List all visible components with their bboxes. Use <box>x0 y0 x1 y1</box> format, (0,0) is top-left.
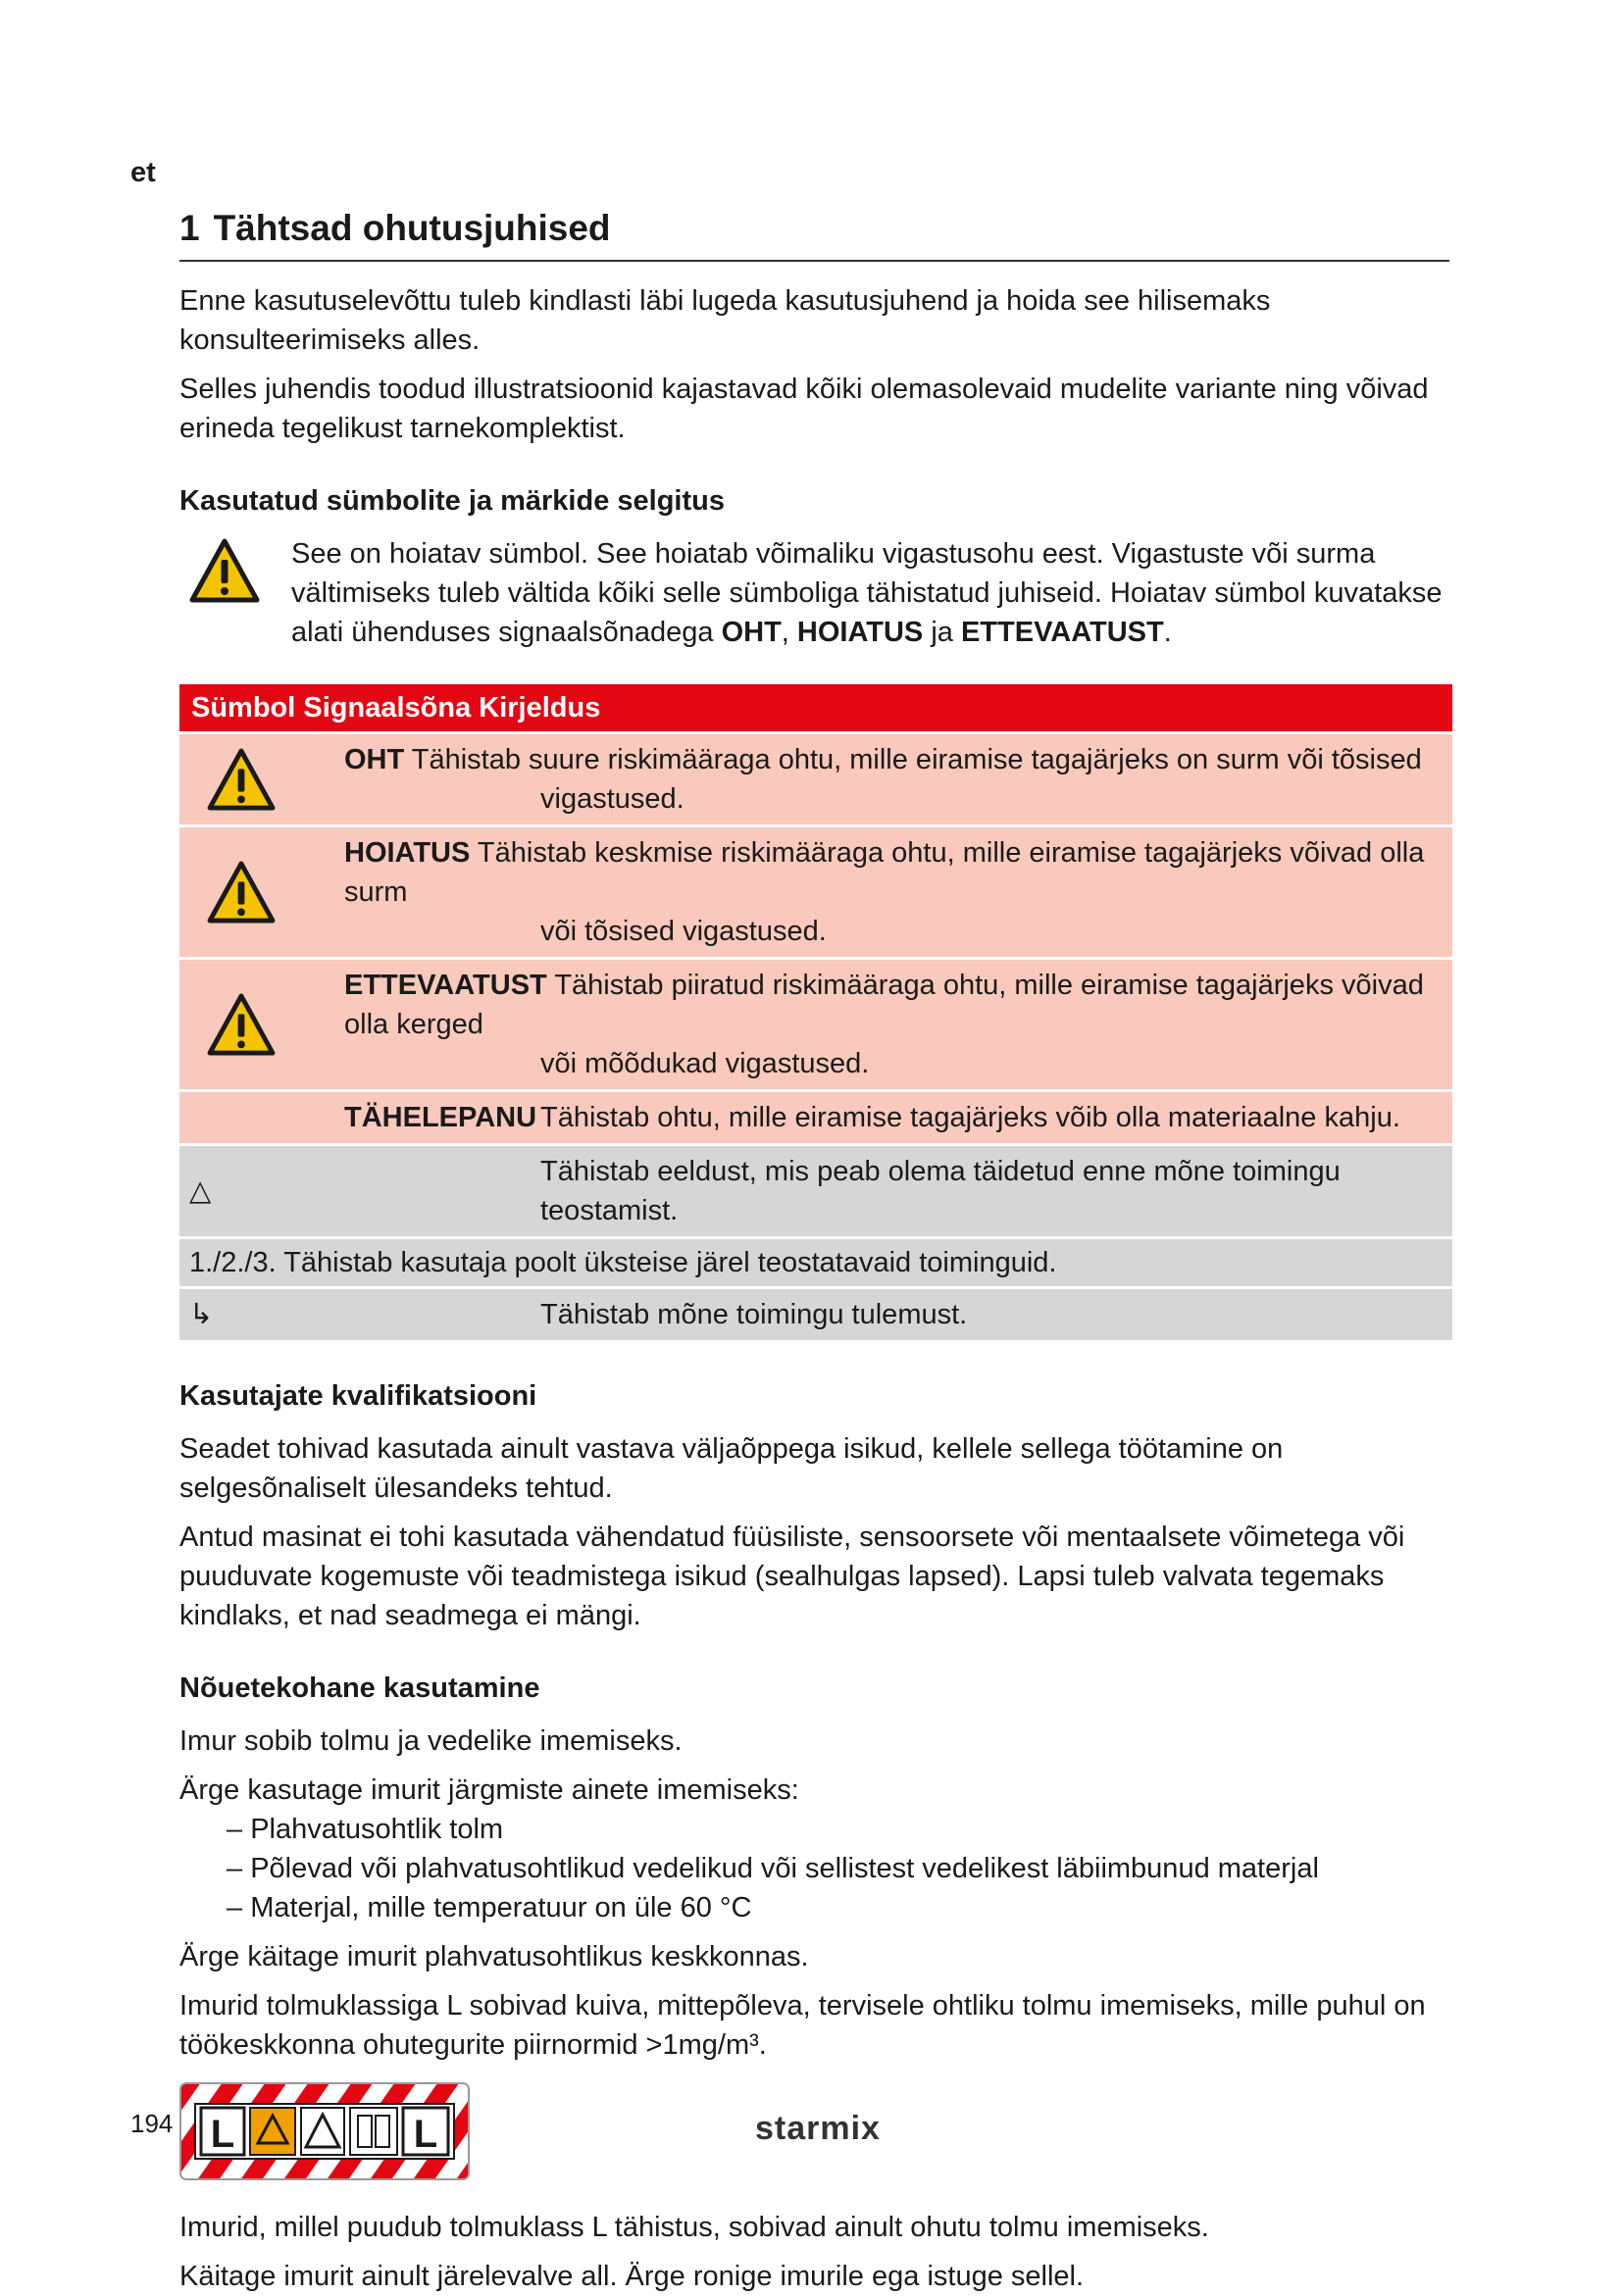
description-text-continued: või mõõdukad vigastused. <box>540 1048 870 1079</box>
qualification-heading: Kasutajate kvalifikatsiooni <box>179 1380 537 1412</box>
description-text: Tähistab mõne toimingu tulemust. <box>540 1299 968 1330</box>
signal-word: TÄHELEPANU <box>344 1102 537 1133</box>
table-row <box>179 734 1452 824</box>
description-text: Tähistab piiratud riskimääraga ohtu, mille eiramise tagajärjeks võivad olla kerged <box>344 970 1424 1040</box>
section-title-text: Tähtsad ohutusjuhised <box>213 208 611 248</box>
table-row <box>179 827 1452 957</box>
signal-word: OHT <box>344 744 405 775</box>
description-text-continued: vigastused. <box>540 783 684 815</box>
page-number: 194 <box>130 2109 174 2138</box>
usage-heading: Nõuetekohane kasutamine <box>179 1672 540 1704</box>
row-description <box>344 960 1452 1089</box>
usage-paragraph-6: Käitage imurit ainult järelevalve all. Ärge ronige imurile ega istuge sellel. <box>179 2261 1085 2292</box>
usage-paragraph-1: Imur sobib tolmu ja vedelike imemiseks. <box>179 1725 683 1757</box>
dust-class-letter-right: L <box>413 2113 438 2156</box>
section-number: 1 <box>179 208 200 248</box>
prerequisite-triangle-icon: △ <box>179 1146 344 1236</box>
table-row <box>179 960 1452 1089</box>
qualification-paragraph-2: Antud masinat ei tohi kasutada vähendatud füüsiliste, sensoorsete või mentaalsete võimetega või puuduvate kogemuste või teadmistega isikud (sealhulgas lapsed). Lapsi tuleb valvata tegemaks kindlaks, et nad seadmega ei mängi. <box>179 1522 1405 1631</box>
symbols-heading: Kasutatud sümbolite ja märkide selgitus <box>179 485 725 517</box>
signal-word-table <box>179 681 1452 1343</box>
signal-word-oht: OHT <box>721 617 782 648</box>
list-item: – Plahvatusohtlik tolm <box>227 1810 1449 1849</box>
result-arrow-icon: ↳ <box>179 1289 344 1340</box>
signal-word: HOIATUS <box>344 837 471 869</box>
description-text: Tähistab keskmise riskimääraga ohtu, mille eiramise tagajärjeks võivad olla surm <box>344 837 1425 908</box>
qualification-paragraph-1: Seadet tohivad kasutada ainult vastava väljaõppega isikud, kellele sellega töötamine on selgesõnaliselt ülesandeks tehtud. <box>179 1433 1284 1504</box>
signal-word-hoiatus: HOIATUS <box>796 617 924 648</box>
section-title <box>179 204 1449 262</box>
dust-class-letter-left: L <box>210 2113 235 2156</box>
language-code: et <box>130 157 156 188</box>
empty-symbol-cell <box>179 1092 344 1143</box>
usage-paragraph-3: Ärge käitage imurit plahvatusohtlikus keskkonnas. <box>179 1941 809 1972</box>
signal-word-ettevaatust: ETTEVAATUST <box>960 617 1164 648</box>
list-item: – Materjal, mille temperatuur on üle 60 °C <box>227 1888 1449 1927</box>
table-row <box>179 1146 1452 1236</box>
row-description <box>344 1289 1452 1340</box>
table-row <box>179 1239 1452 1286</box>
warning-text-body: See on hoiatav sümbol. See hoiatab võimaliku vigastusohu eest. Vigastuste või surma vältimiseks tuleb vältida kõiki selle sümboliga tähistatud juhiseid. Hoiatav sümbol kuvatakse alati ühenduses signaalsõnadega <box>291 538 1443 648</box>
content <box>179 204 1449 2296</box>
warning-triangle-icon <box>179 734 344 824</box>
separator: . <box>1163 617 1172 648</box>
description-text-continued: või tõsised vigastused. <box>540 916 827 947</box>
forbidden-substances-list <box>179 1810 1449 1927</box>
warning-triangle-icon <box>179 534 291 652</box>
usage-paragraph-5: Imurid, millel puudub tolmuklass L tähistus, sobivad ainult ohutu tolmu imemiseks. <box>179 2212 1209 2243</box>
warning-triangle-icon <box>179 827 344 957</box>
row-description <box>344 1092 1452 1143</box>
warning-symbol-text <box>291 534 1449 652</box>
usage-paragraph-2: Ärge kasutage imurit järgmiste ainete imemiseks: <box>179 1774 799 1806</box>
description-text: Tähistab suure riskimääraga ohtu, mille eiramise tagajärjeks on surm või tõsised <box>411 744 1422 775</box>
description-text: Tähistab eeldust, mis peab olema täidetud enne mõne toimingu teostamist. <box>540 1156 1341 1226</box>
row-description <box>344 1146 1452 1236</box>
intro-paragraph-2: Selles juhendis toodud illustratsioonid kajastavad kõiki olemasolevaid mudelite variante ning võivad erineda tegelikust tarnekomplektist. <box>179 374 1429 444</box>
separator: ja <box>923 617 961 648</box>
table-header: Sümbol Signaalsõna Kirjeldus <box>179 684 1452 731</box>
table-row <box>179 1289 1452 1340</box>
separator: , <box>781 617 797 648</box>
signal-word: ETTEVAATUST <box>344 970 547 1001</box>
intro-paragraph-1: Enne kasutuselevõttu tuleb kindlasti läbi lugeda kasutusjuhend ja hoida see hilisemaks konsulteerimiseks alles. <box>179 285 1271 356</box>
warning-triangle-icon <box>179 960 344 1089</box>
steps-description: 1./2./3. Tähistab kasutaja poolt üksteise järel teostatavaid toiminguid. <box>179 1239 1452 1286</box>
dust-class-label-graphic <box>179 2082 470 2180</box>
brand-logo: starmix <box>755 2110 881 2147</box>
table-row <box>179 1092 1452 1143</box>
warning-symbol-explanation <box>179 534 1449 652</box>
row-description <box>344 734 1452 824</box>
usage-paragraph-4: Imurid tolmuklassiga L sobivad kuiva, mittepõleva, tervisele ohtliku tolmu imemiseks, mille puhul on töökeskkonna ohutegurite piirnormid >1mg/m³. <box>179 1990 1426 2061</box>
list-item: – Põlevad või plahvatusohtlikud vedelikud või sellistest vedelikest läbiimbunud materjal <box>227 1849 1449 1888</box>
dust-class-l-label <box>179 2082 470 2180</box>
description-text: Tähistab ohtu, mille eiramise tagajärjeks võib olla materiaalne kahju. <box>540 1102 1400 1133</box>
row-description <box>344 827 1452 957</box>
